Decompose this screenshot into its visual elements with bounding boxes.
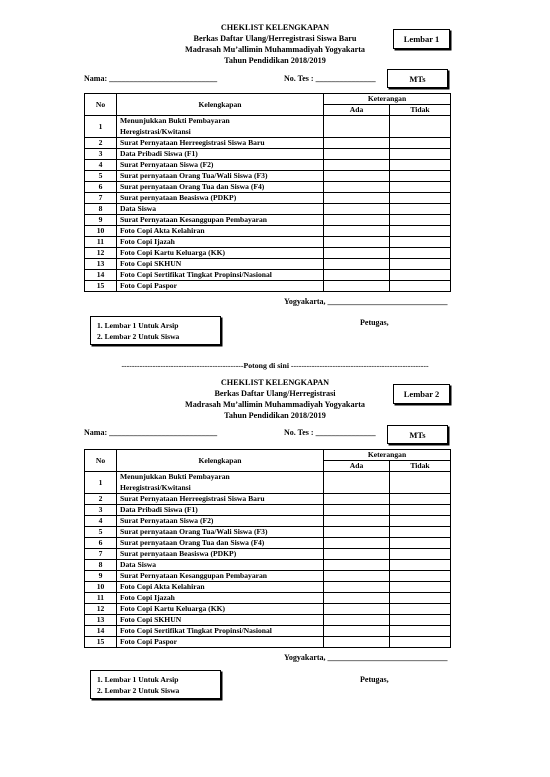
tidak-cell[interactable] xyxy=(390,538,451,549)
row-no: 7 xyxy=(85,193,117,204)
row-item: Data Pribadi Siswa (F1) xyxy=(117,149,324,160)
row-no: 10 xyxy=(85,582,117,593)
nama-field[interactable]: Nama: ___________________________ xyxy=(84,428,218,437)
table-row xyxy=(85,226,451,237)
row-no: 2 xyxy=(85,138,117,149)
table-row xyxy=(85,182,451,193)
no-tes-field[interactable]: No. Tes : _______________ xyxy=(284,74,376,83)
row-no: 8 xyxy=(85,560,117,571)
row-no: 13 xyxy=(85,615,117,626)
row-no: 9 xyxy=(85,571,117,582)
row-no: 5 xyxy=(85,171,117,182)
ada-cell[interactable] xyxy=(324,615,390,626)
row-no: 3 xyxy=(85,505,117,516)
row-item: Surat pernyataan Beasiswa (PDKP) xyxy=(117,549,324,560)
ada-cell[interactable] xyxy=(324,248,390,259)
academic-year: Tahun Pendidikan 2018/2019 xyxy=(224,411,326,420)
ada-cell[interactable] xyxy=(324,215,390,226)
tidak-cell[interactable] xyxy=(390,204,451,215)
tidak-cell[interactable] xyxy=(390,215,451,226)
tidak-cell[interactable] xyxy=(390,226,451,237)
mts-badge: MTs xyxy=(387,425,448,444)
mts-badge: MTs xyxy=(387,69,448,88)
checklist-body xyxy=(85,116,451,292)
tidak-cell[interactable] xyxy=(390,560,451,571)
place-date: Yogyakarta, ______________________________ xyxy=(284,297,448,306)
row-no: 11 xyxy=(85,593,117,604)
row-no: 13 xyxy=(85,259,117,270)
row-item: Foto Copi Kartu Keluarga (KK) xyxy=(117,248,324,259)
notes-box xyxy=(90,316,221,345)
table-row xyxy=(85,549,451,560)
row-no: 3 xyxy=(85,149,117,160)
row-item: Surat pernyataan Orang Tua dan Siswa (F4) xyxy=(117,182,324,193)
row-item: Data Siswa xyxy=(117,560,324,571)
table-row xyxy=(85,582,451,593)
ada-cell[interactable] xyxy=(324,582,390,593)
tidak-cell[interactable] xyxy=(390,237,451,248)
ada-cell[interactable] xyxy=(324,182,390,193)
row-item: Surat Pernyataan Kesanggupan Pembayaran xyxy=(117,215,324,226)
row-no: 14 xyxy=(85,626,117,637)
ada-cell[interactable] xyxy=(324,237,390,248)
row-no: 9 xyxy=(85,215,117,226)
ada-cell[interactable] xyxy=(324,516,390,527)
table-row xyxy=(85,505,451,516)
ada-cell[interactable] xyxy=(324,505,390,516)
lembar-badge: Lembar 1 xyxy=(393,29,450,49)
col-ada-header: Ada xyxy=(324,105,390,116)
table-row xyxy=(85,538,451,549)
row-no: 7 xyxy=(85,549,117,560)
col-kelengkapan-header: Kelengkapan xyxy=(117,450,324,472)
notes-box xyxy=(90,670,221,699)
table-row xyxy=(85,270,451,281)
tidak-cell[interactable] xyxy=(390,248,451,259)
table-row xyxy=(85,138,451,149)
ada-cell[interactable] xyxy=(324,160,390,171)
row-no: 14 xyxy=(85,270,117,281)
table-row xyxy=(85,593,451,604)
row-item: Foto Copi SKHUN xyxy=(117,615,324,626)
note-2: 2. Lembar 2 Untuk Siswa xyxy=(97,686,180,695)
row-item: Foto Copi Ijazah xyxy=(117,237,324,248)
table-row xyxy=(85,494,451,505)
ada-cell[interactable] xyxy=(324,116,390,138)
tidak-cell[interactable] xyxy=(390,116,451,138)
ada-cell[interactable] xyxy=(324,149,390,160)
row-item: Surat Pernyataan Siswa (F2) xyxy=(117,516,324,527)
row-no: 2 xyxy=(85,494,117,505)
row-item: Surat pernyataan Orang Tua dan Siswa (F4) xyxy=(117,538,324,549)
place-date: Yogyakarta, ______________________________ xyxy=(284,653,448,662)
checklist-table xyxy=(84,449,451,648)
petugas-label: Petugas, xyxy=(360,318,389,327)
tidak-cell[interactable] xyxy=(390,505,451,516)
ada-cell[interactable] xyxy=(324,259,390,270)
row-no: 6 xyxy=(85,538,117,549)
row-item: Surat Pernyataan Siswa (F2) xyxy=(117,160,324,171)
table-row xyxy=(85,193,451,204)
row-no: 15 xyxy=(85,637,117,648)
tidak-cell[interactable] xyxy=(390,549,451,560)
col-no-header: No xyxy=(85,450,117,472)
row-item: Surat Pernyataan Herreegistrasi Siswa Baru xyxy=(117,494,324,505)
tidak-cell[interactable] xyxy=(390,182,451,193)
lembar-badge: Lembar 2 xyxy=(393,384,450,404)
row-no: 4 xyxy=(85,160,117,171)
row-item: Foto Copi Ijazah xyxy=(117,593,324,604)
tidak-cell[interactable] xyxy=(390,149,451,160)
checklist-table xyxy=(84,93,451,292)
ada-cell[interactable] xyxy=(324,549,390,560)
col-ada-header: Ada xyxy=(324,461,390,472)
checklist-body xyxy=(85,472,451,648)
ada-cell[interactable] xyxy=(324,538,390,549)
tidak-cell[interactable] xyxy=(390,160,451,171)
table-row xyxy=(85,604,451,615)
sheet2-header xyxy=(0,377,550,421)
row-item: Foto Copi Paspor xyxy=(117,637,324,648)
tidak-cell[interactable] xyxy=(390,259,451,270)
ada-cell[interactable] xyxy=(324,571,390,582)
tidak-cell[interactable] xyxy=(390,571,451,582)
tidak-cell[interactable] xyxy=(390,281,451,292)
cut-line: -----------------------------------------------Potong di sini ----------------------------------------------------- xyxy=(121,361,429,370)
ada-cell[interactable] xyxy=(324,637,390,648)
row-item: Foto Copi Kartu Keluarga (KK) xyxy=(117,604,324,615)
tidak-cell[interactable] xyxy=(390,516,451,527)
table-row xyxy=(85,149,451,160)
tidak-cell[interactable] xyxy=(390,615,451,626)
ada-cell[interactable] xyxy=(324,281,390,292)
note-1: 1. Lembar 1 Untuk Arsip xyxy=(97,321,179,330)
table-row xyxy=(85,259,451,270)
ada-cell[interactable] xyxy=(324,171,390,182)
ada-cell[interactable] xyxy=(324,204,390,215)
tidak-cell[interactable] xyxy=(390,193,451,204)
doc-title: CHEKLIST KELENGKAPAN xyxy=(220,378,330,387)
tidak-cell[interactable] xyxy=(390,582,451,593)
doc-subtitle: Berkas Daftar Ulang/Herregistrasi xyxy=(214,389,336,398)
ada-cell[interactable] xyxy=(324,472,390,494)
row-item: Foto Copi Sertifikat Tingkat Propinsi/Nasional xyxy=(117,626,324,637)
row-no: 15 xyxy=(85,281,117,292)
row-item: Data Pribadi Siswa (F1) xyxy=(117,505,324,516)
row-no: 12 xyxy=(85,248,117,259)
row-no: 1 xyxy=(85,116,117,138)
row-item: Foto Copi Akta Kelahiran xyxy=(117,582,324,593)
tidak-cell[interactable] xyxy=(390,626,451,637)
table-row xyxy=(85,248,451,259)
row-no: 11 xyxy=(85,237,117,248)
tidak-cell[interactable] xyxy=(390,637,451,648)
table-row xyxy=(85,615,451,626)
table-row xyxy=(85,204,451,215)
ada-cell[interactable] xyxy=(324,604,390,615)
table-row xyxy=(85,237,451,248)
row-item: Foto Copi Sertifikat Tingkat Propinsi/Nasional xyxy=(117,270,324,281)
table-row xyxy=(85,281,451,292)
table-row xyxy=(85,626,451,637)
table-row xyxy=(85,571,451,582)
row-item xyxy=(117,472,324,494)
note-1: 1. Lembar 1 Untuk Arsip xyxy=(97,675,179,684)
ada-cell[interactable] xyxy=(324,270,390,281)
col-keterangan-header: Keterangan xyxy=(324,94,451,105)
tidak-cell[interactable] xyxy=(390,138,451,149)
table-row xyxy=(85,516,451,527)
school-name: Madrasah Mu’allimin Muhammadiyah Yogyakarta xyxy=(184,45,366,54)
tidak-cell[interactable] xyxy=(390,171,451,182)
row-no: 10 xyxy=(85,226,117,237)
table-row xyxy=(85,560,451,571)
row-item xyxy=(117,116,324,138)
ada-cell[interactable] xyxy=(324,626,390,637)
col-keterangan-header: Keterangan xyxy=(324,450,451,461)
table-row xyxy=(85,637,451,648)
table-row xyxy=(85,160,451,171)
tidak-cell[interactable] xyxy=(390,527,451,538)
petugas-label: Petugas, xyxy=(360,675,389,684)
ada-cell[interactable] xyxy=(324,193,390,204)
col-tidak-header: Tidak xyxy=(390,461,451,472)
ada-cell[interactable] xyxy=(324,138,390,149)
row-item-line2: Heregistrasi/Kwitansi xyxy=(120,126,191,136)
nama-field[interactable]: Nama: ___________________________ xyxy=(84,74,218,83)
ada-cell[interactable] xyxy=(324,593,390,604)
ada-cell[interactable] xyxy=(324,494,390,505)
row-item: Surat Pernyataan Herreegistrasi Siswa Baru xyxy=(117,138,324,149)
academic-year: Tahun Pendidikan 2018/2019 xyxy=(224,56,326,65)
row-item: Foto Copi Akta Kelahiran xyxy=(117,226,324,237)
row-item: Data Siswa xyxy=(117,204,324,215)
row-item-line2: Heregistrasi/Kwitansi xyxy=(120,482,191,492)
row-no: 12 xyxy=(85,604,117,615)
tidak-cell[interactable] xyxy=(390,270,451,281)
col-kelengkapan-header: Kelengkapan xyxy=(117,94,324,116)
row-item-line1: Menunjukkan Bukti Pembayaran xyxy=(120,116,230,125)
col-tidak-header: Tidak xyxy=(390,105,451,116)
tidak-cell[interactable] xyxy=(390,593,451,604)
table-row xyxy=(85,171,451,182)
row-no: 8 xyxy=(85,204,117,215)
row-item: Surat pernyataan Orang Tua/Wali Siswa (F3) xyxy=(117,171,324,182)
tidak-cell[interactable] xyxy=(390,472,451,494)
doc-subtitle: Berkas Daftar Ulang/Herregistrasi Siswa Baru xyxy=(193,34,357,43)
col-no-header: No xyxy=(85,94,117,116)
table-row xyxy=(85,215,451,226)
row-item: Surat pernyataan Orang Tua/Wali Siswa (F3) xyxy=(117,527,324,538)
row-item: Surat pernyataan Beasiswa (PDKP) xyxy=(117,193,324,204)
ada-cell[interactable] xyxy=(324,527,390,538)
note-2: 2. Lembar 2 Untuk Siswa xyxy=(97,332,180,341)
row-no: 4 xyxy=(85,516,117,527)
row-item: Foto Copi SKHUN xyxy=(117,259,324,270)
ada-cell[interactable] xyxy=(324,226,390,237)
row-item: Foto Copi Paspor xyxy=(117,281,324,292)
table-row xyxy=(85,527,451,538)
tidak-cell[interactable] xyxy=(390,604,451,615)
row-item-line1: Menunjukkan Bukti Pembayaran xyxy=(120,472,230,481)
table-row xyxy=(85,472,451,494)
row-no: 1 xyxy=(85,472,117,494)
table-row xyxy=(85,116,451,138)
row-no: 5 xyxy=(85,527,117,538)
school-name: Madrasah Mu’allimin Muhammadiyah Yogyakarta xyxy=(184,400,366,409)
row-item: Surat Pernyataan Kesanggupan Pembayaran xyxy=(117,571,324,582)
no-tes-field[interactable]: No. Tes : _______________ xyxy=(284,428,376,437)
doc-title: CHEKLIST KELENGKAPAN xyxy=(220,23,330,32)
row-no: 6 xyxy=(85,182,117,193)
sheet1-header xyxy=(0,22,550,66)
ada-cell[interactable] xyxy=(324,560,390,571)
tidak-cell[interactable] xyxy=(390,494,451,505)
